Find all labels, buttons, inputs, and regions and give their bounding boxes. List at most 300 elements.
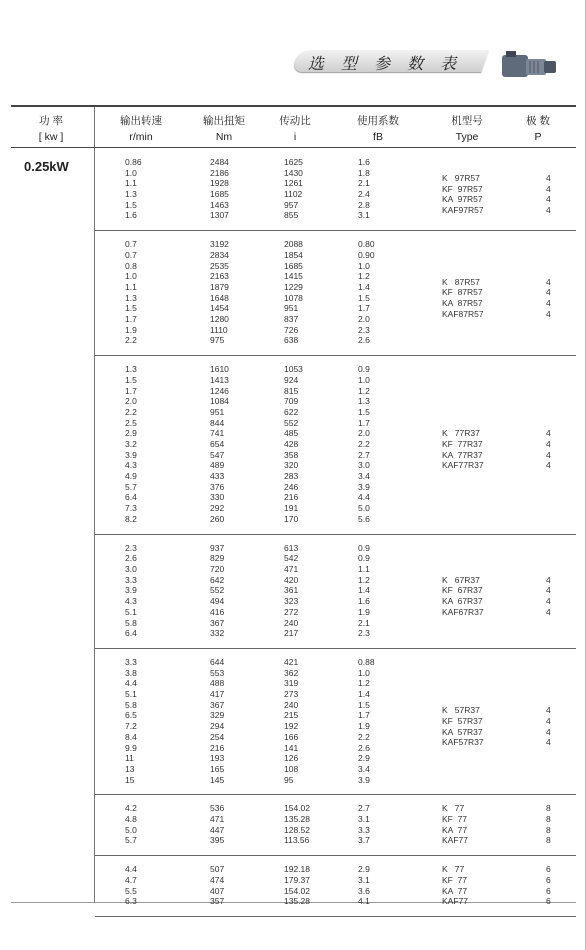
speed-cell: 5.7: [125, 835, 137, 846]
ratio-cell: 726: [284, 324, 299, 335]
type-cell: KF 67R37: [442, 585, 483, 596]
torque-cell: 2834: [210, 249, 229, 260]
service-factor-cell: 1.5: [358, 406, 370, 417]
torque-cell: 642: [210, 574, 225, 585]
type-cell: KAF57R37: [442, 737, 484, 748]
pole-cell: 4: [546, 287, 551, 298]
service-factor-cell: 1.6: [358, 157, 370, 167]
service-factor-cell: 1.7: [358, 303, 370, 314]
speed-cell: 0.86: [125, 157, 142, 167]
torque-column: [210, 803, 224, 846]
ratio-cell: 246: [284, 481, 299, 492]
speed-cell: 4.7: [125, 874, 137, 885]
service-factor-cell: 0.88: [358, 657, 375, 667]
torque-cell: 1280: [210, 314, 229, 324]
pole-cell: 4: [546, 308, 551, 319]
speed-cell: 1.3: [125, 189, 137, 200]
pole-cell: 4: [546, 205, 551, 216]
type-cell: KAF97R57: [442, 205, 484, 216]
service-factor-cell: 3.9: [358, 481, 370, 492]
torque-cell: 367: [210, 617, 225, 628]
poles-column: [546, 277, 551, 320]
torque-cell: 216: [210, 742, 225, 753]
table-group: [95, 855, 576, 917]
ratio-cell: 421: [284, 657, 299, 667]
service-factor-cell: 4.1: [358, 896, 370, 907]
speed-cell: 0.7: [125, 239, 137, 250]
service-factor-cell: 1.0: [358, 667, 370, 678]
torque-cell: 547: [210, 449, 225, 460]
speed-cell: 1.9: [125, 324, 137, 335]
ratio-cell: 323: [284, 596, 299, 607]
table-group: [95, 355, 576, 535]
header-ratio: 传动比 i: [279, 115, 311, 143]
speed-cell: 4.8: [125, 814, 137, 825]
service-factor-cell: 3.3: [358, 824, 370, 835]
service-factor-cell: 2.3: [358, 628, 370, 639]
speed-cell: 6.4: [125, 492, 137, 503]
speed-column: [125, 803, 137, 846]
service-factor-cell: 1.3: [358, 396, 370, 407]
service-factor-cell: 3.7: [358, 835, 370, 846]
torque-cell: 488: [210, 678, 225, 689]
speed-cell: 1.3: [125, 292, 137, 303]
torque-cell: 329: [210, 710, 225, 721]
ratio-column: [284, 803, 310, 846]
pole-cell: 4: [546, 173, 551, 184]
type-cell: K 77: [442, 864, 465, 875]
speed-cell: 1.3: [125, 364, 137, 375]
torque-cell: 1463: [210, 199, 229, 210]
pole-cell: 4: [546, 574, 551, 585]
torque-cell: 1648: [210, 292, 229, 303]
torque-column: [210, 157, 229, 221]
speed-cell: 7.3: [125, 503, 137, 514]
service-factor-cell: 3.4: [358, 763, 370, 774]
service-factor-cell: 3.4: [358, 471, 370, 482]
service-factor-cell: 1.8: [358, 167, 370, 178]
pole-cell: 4: [546, 737, 551, 748]
speed-column: [125, 864, 137, 907]
ratio-cell: 638: [284, 335, 299, 346]
pole-cell: 4: [546, 460, 551, 471]
ratio-column: [284, 157, 303, 221]
pole-cell: 8: [546, 835, 551, 846]
speed-cell: 3.9: [125, 449, 137, 460]
service-factor-cell: 1.7: [358, 710, 370, 721]
torque-cell: 1879: [210, 281, 229, 292]
ratio-cell: 240: [284, 617, 299, 628]
ratio-column: [284, 239, 303, 346]
ratio-cell: 1854: [284, 249, 303, 260]
torque-cell: 471: [210, 814, 225, 825]
torque-cell: 474: [210, 874, 225, 885]
ratio-cell: 1685: [284, 260, 303, 271]
ratio-cell: 1415: [284, 271, 303, 282]
torque-cell: 416: [210, 606, 225, 617]
speed-cell: 3.8: [125, 667, 137, 678]
type-cell: KAF87R57: [442, 308, 484, 319]
speed-cell: 5.7: [125, 481, 137, 492]
service-factor-cell: 3.1: [358, 874, 370, 885]
speed-column: [125, 157, 142, 221]
torque-cell: 1246: [210, 385, 229, 396]
ratio-column: [284, 657, 298, 785]
torque-cell: 1610: [210, 364, 229, 375]
speed-cell: 1.0: [125, 271, 137, 282]
speed-cell: 1.1: [125, 281, 137, 292]
speed-cell: 4.3: [125, 596, 137, 607]
speed-cell: 4.2: [125, 803, 137, 814]
speed-cell: 15: [125, 774, 135, 785]
speed-cell: 8.2: [125, 513, 137, 524]
torque-cell: 254: [210, 731, 225, 742]
ratio-cell: 170: [284, 513, 299, 524]
type-cell: K 77R37: [442, 428, 480, 439]
type-cell: K 87R57: [442, 276, 480, 287]
pole-cell: 6: [546, 885, 551, 896]
table-header: [11, 107, 576, 148]
torque-cell: 2186: [210, 167, 229, 178]
type-cell: KA 87R57: [442, 298, 483, 308]
ratio-cell: 1430: [284, 167, 303, 178]
service-factor-cell: 3.9: [358, 774, 370, 785]
ratio-cell: 1261: [284, 178, 303, 189]
torque-cell: 654: [210, 439, 225, 449]
ratio-cell: 113.56: [284, 835, 310, 846]
speed-column: [125, 657, 137, 785]
service-factor-cell: 1.7: [358, 417, 370, 428]
ratio-cell: 273: [284, 689, 299, 700]
header-service-factor: 使用系数 fB: [357, 115, 399, 143]
header-speed: 输出转速 r/min: [120, 115, 162, 143]
speed-cell: 4.4: [125, 678, 137, 689]
speed-cell: 1.0: [125, 167, 137, 178]
header-poles: 极 数 P: [526, 115, 550, 143]
service-factor-cell: 2.4: [358, 189, 370, 200]
pole-cell: 4: [546, 606, 551, 617]
torque-cell: 1454: [210, 303, 229, 314]
ratio-cell: 319: [284, 678, 299, 689]
ratio-cell: 924: [284, 374, 299, 385]
service-factor-cell: 1.4: [358, 585, 370, 596]
ratio-cell: 154.02: [284, 885, 310, 896]
torque-cell: 507: [210, 864, 225, 875]
ratio-cell: 420: [284, 574, 299, 585]
ratio-cell: 957: [284, 199, 299, 210]
torque-cell: 417: [210, 689, 225, 700]
service-factor-cell: 3.0: [358, 460, 370, 471]
speed-cell: 3.9: [125, 585, 137, 596]
type-cell: KA 97R57: [442, 194, 483, 205]
table-group: [95, 648, 576, 795]
torque-cell: 145: [210, 774, 225, 785]
ratio-cell: 542: [284, 553, 299, 564]
pole-cell: 6: [546, 864, 551, 875]
types-column: [442, 575, 484, 618]
header-torque: 输出扭矩 Nm: [203, 115, 245, 143]
speed-cell: 6.4: [125, 628, 137, 639]
speed-cell: 2.6: [125, 553, 137, 564]
torque-cell: 292: [210, 503, 225, 514]
ratio-cell: 320: [284, 460, 299, 471]
service-factor-cell: 2.0: [358, 314, 370, 324]
ratio-column: [284, 364, 303, 524]
torque-cell: 165: [210, 763, 225, 774]
service-factor-cell: 4.4: [358, 492, 370, 503]
service-factor-cell: 2.0: [358, 428, 370, 439]
table-group: [95, 534, 576, 649]
ratio-cell: 951: [284, 303, 299, 314]
speed-column: [125, 239, 137, 346]
type-cell: KA 77: [442, 824, 468, 835]
torque-cell: 951: [210, 406, 225, 417]
torque-cell: 720: [210, 564, 225, 575]
torque-cell: 536: [210, 803, 225, 814]
pole-cell: 4: [546, 298, 551, 308]
ratio-cell: 1078: [284, 292, 303, 303]
torque-cell: 1084: [210, 396, 229, 407]
service-factor-cell: 1.6: [358, 596, 370, 607]
service-factor-cell: 1.4: [358, 689, 370, 700]
torque-cell: 644: [210, 657, 225, 667]
service-factor-cell: 2.6: [358, 335, 370, 346]
speed-cell: 0.7: [125, 249, 137, 260]
fb-column: [358, 864, 370, 907]
torque-cell: 489: [210, 460, 225, 471]
ratio-cell: 1229: [284, 281, 303, 292]
service-factor-cell: 2.9: [358, 864, 370, 875]
torque-column: [210, 864, 224, 907]
torque-cell: 447: [210, 824, 225, 835]
speed-cell: 5.1: [125, 606, 137, 617]
type-cell: KF 57R37: [442, 715, 483, 726]
service-factor-cell: 1.5: [358, 292, 370, 303]
service-factor-cell: 1.9: [358, 721, 370, 732]
pole-cell: 4: [546, 428, 551, 439]
type-cell: KF 77: [442, 814, 468, 825]
types-column: [442, 864, 468, 907]
service-factor-cell: 3.1: [358, 814, 370, 825]
ratio-cell: 135.28: [284, 896, 310, 907]
service-factor-cell: 2.2: [358, 731, 370, 742]
service-factor-cell: 1.2: [358, 385, 370, 396]
type-cell: KAF77R37: [442, 460, 484, 471]
service-factor-cell: 1.2: [358, 271, 370, 282]
ratio-cell: 1102: [284, 189, 303, 200]
speed-cell: 2.9: [125, 428, 137, 439]
speed-cell: 4.3: [125, 460, 137, 471]
service-factor-cell: 1.0: [358, 374, 370, 385]
service-factor-cell: 1.4: [358, 281, 370, 292]
speed-cell: 1.5: [125, 303, 137, 314]
service-factor-cell: 2.2: [358, 439, 370, 449]
ratio-cell: 166: [284, 731, 299, 742]
selection-table: [11, 105, 576, 907]
pole-cell: 8: [546, 824, 551, 835]
type-cell: K 77: [442, 803, 465, 814]
fb-column: [358, 803, 370, 846]
speed-cell: 2.3: [125, 542, 137, 553]
type-cell: KAF77: [442, 896, 468, 907]
type-cell: KF 97R57: [442, 183, 483, 194]
speed-cell: 5.1: [125, 689, 137, 700]
torque-cell: 1110: [210, 324, 228, 335]
types-column: [442, 173, 484, 216]
speed-cell: 3.3: [125, 574, 137, 585]
torque-cell: 3192: [210, 239, 229, 250]
ratio-cell: 191: [284, 503, 299, 514]
fb-column: [358, 543, 370, 639]
pole-cell: 4: [546, 194, 551, 205]
service-factor-cell: 2.1: [358, 178, 370, 189]
page-title: 选 型 参 数 表: [307, 54, 463, 73]
speed-cell: 5.8: [125, 699, 137, 710]
pole-cell: 4: [546, 726, 551, 737]
torque-cell: 193: [210, 753, 225, 764]
ratio-cell: 283: [284, 471, 299, 482]
torque-cell: 330: [210, 492, 225, 503]
torque-cell: 433: [210, 471, 225, 482]
service-factor-cell: 1.1: [358, 564, 370, 575]
pole-cell: 4: [546, 449, 551, 460]
fb-column: [358, 657, 375, 785]
ratio-cell: 1053: [284, 364, 303, 375]
types-column: [442, 428, 484, 471]
torque-cell: 975: [210, 335, 225, 346]
torque-cell: 407: [210, 885, 225, 896]
poles-column: [546, 575, 551, 618]
type-cell: KF 77: [442, 874, 468, 885]
service-factor-cell: 1.0: [358, 260, 370, 271]
type-cell: K 67R37: [442, 574, 480, 585]
poles-column: [546, 864, 551, 907]
ratio-cell: 613: [284, 542, 299, 553]
type-cell: K 97R57: [442, 173, 480, 184]
torque-cell: 395: [210, 835, 225, 846]
fb-column: [358, 239, 375, 346]
ratio-cell: 216: [284, 492, 299, 503]
service-factor-cell: 2.1: [358, 617, 370, 628]
torque-cell: 494: [210, 596, 225, 607]
torque-cell: 2484: [210, 157, 229, 167]
speed-cell: 1.5: [125, 374, 137, 385]
ratio-cell: 2088: [284, 239, 303, 250]
speed-cell: 3.0: [125, 564, 137, 575]
ratio-cell: 141: [284, 742, 299, 753]
speed-cell: 3.2: [125, 439, 137, 449]
ratio-cell: 471: [284, 564, 299, 575]
ratio-cell: 215: [284, 710, 299, 721]
service-factor-cell: 5.0: [358, 503, 370, 514]
poles-column: [546, 173, 551, 216]
ratio-column: [284, 864, 310, 907]
type-cell: KA 67R37: [442, 596, 483, 607]
poles-column: [546, 428, 551, 471]
type-cell: KF 77R37: [442, 439, 483, 450]
ratio-cell: 815: [284, 385, 299, 396]
torque-cell: 294: [210, 721, 225, 732]
table-group: [95, 148, 576, 231]
torque-cell: 332: [210, 628, 225, 639]
speed-cell: 6.3: [125, 896, 137, 907]
service-factor-cell: 2.3: [358, 324, 370, 335]
torque-cell: 1413: [210, 374, 229, 385]
service-factor-cell: 3.1: [358, 210, 370, 221]
torque-cell: 1685: [210, 189, 229, 200]
speed-cell: 4.9: [125, 471, 137, 482]
type-cell: KAF77: [442, 835, 468, 846]
ratio-cell: 709: [284, 396, 299, 407]
speed-cell: 7.2: [125, 721, 137, 732]
service-factor-cell: 3.6: [358, 885, 370, 896]
service-factor-cell: 0.90: [358, 249, 375, 260]
speed-cell: 1.5: [125, 199, 137, 210]
power-value: 0.25kW: [24, 159, 69, 174]
pole-cell: 4: [546, 183, 551, 194]
poles-column: [546, 705, 551, 748]
ratio-cell: 192.18: [284, 864, 310, 875]
speed-cell: 2.5: [125, 417, 137, 428]
speed-cell: 1.6: [125, 210, 137, 221]
pole-cell: 8: [546, 803, 551, 814]
fb-column: [358, 157, 370, 221]
type-cell: KF 87R57: [442, 287, 483, 298]
speed-cell: 5.0: [125, 824, 137, 835]
ratio-cell: 108: [284, 763, 299, 774]
speed-cell: 11: [125, 753, 134, 764]
speed-cell: 5.5: [125, 885, 137, 896]
header-type: 机型号 Type: [451, 115, 483, 143]
poles-column: [546, 803, 551, 846]
ratio-cell: 154.02: [284, 803, 310, 814]
ratio-cell: 272: [284, 606, 299, 617]
torque-cell: 741: [210, 428, 225, 439]
torque-cell: 367: [210, 699, 225, 710]
torque-cell: 552: [210, 585, 225, 596]
torque-cell: 2163: [210, 271, 229, 282]
torque-cell: 1307: [210, 210, 229, 221]
ratio-cell: 95: [284, 774, 294, 785]
table-group: [95, 794, 576, 856]
ratio-cell: 1625: [284, 157, 303, 167]
type-cell: KA 77R37: [442, 449, 483, 460]
ratio-cell: 358: [284, 449, 299, 460]
type-cell: K 57R37: [442, 705, 480, 716]
type-cell: KAF67R37: [442, 606, 484, 617]
ratio-cell: 128.52: [284, 824, 310, 835]
speed-column: [125, 543, 137, 639]
torque-cell: 260: [210, 513, 225, 524]
ratio-cell: 837: [284, 314, 299, 324]
pole-cell: 4: [546, 439, 551, 450]
ratio-cell: 362: [284, 667, 299, 678]
speed-cell: 9.9: [125, 742, 137, 753]
service-factor-cell: 2.6: [358, 742, 370, 753]
fb-column: [358, 364, 370, 524]
ratio-cell: 240: [284, 699, 299, 710]
service-factor-cell: 1.2: [358, 574, 370, 585]
service-factor-cell: 0.9: [358, 553, 370, 564]
torque-cell: 2535: [210, 260, 229, 271]
speed-cell: 0.8: [125, 260, 137, 271]
pole-cell: 6: [546, 896, 551, 907]
type-cell: KA 57R37: [442, 726, 483, 737]
ratio-cell: 361: [284, 585, 299, 596]
torque-cell: 829: [210, 553, 225, 564]
ratio-cell: 485: [284, 428, 299, 439]
speed-cell: 6.5: [125, 710, 137, 721]
